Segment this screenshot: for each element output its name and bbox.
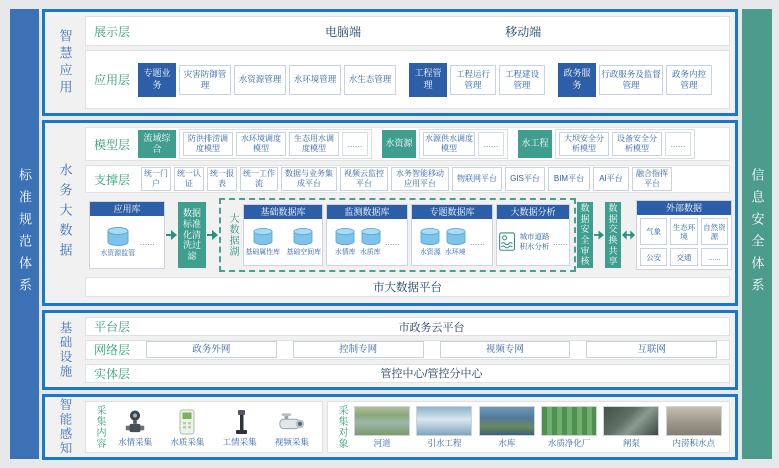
network-item: 互联网 bbox=[586, 341, 717, 358]
app-item: 水生态管理 bbox=[344, 65, 396, 95]
standards-system-label: 标准规范体系 bbox=[17, 168, 32, 300]
network-item: 控制专网 bbox=[293, 341, 424, 358]
collection-object: 河道 bbox=[353, 406, 411, 449]
collection-object: 闸泵 bbox=[602, 406, 660, 449]
river-channel-photo bbox=[354, 406, 410, 436]
ellipsis-box: ...... bbox=[665, 132, 691, 156]
collection-object: 水质净化厂 bbox=[540, 406, 598, 449]
model-item: 大坝安全分析模型 bbox=[559, 132, 609, 156]
smart-application-section bbox=[42, 9, 738, 116]
support-item: 统一认证 bbox=[174, 167, 204, 191]
network-layer-row bbox=[85, 340, 730, 359]
app-item: 水环境管理 bbox=[289, 65, 341, 95]
water-analysis-icon bbox=[498, 231, 516, 253]
right-arrow-icon bbox=[166, 230, 177, 240]
support-item: GIS平台 bbox=[505, 167, 545, 191]
external-item: 气象 bbox=[640, 218, 667, 245]
database-cylinder: 基础属性库 bbox=[244, 228, 282, 257]
app-item: 工程运行管理 bbox=[450, 65, 496, 95]
collection-object: 水库 bbox=[478, 406, 536, 449]
collection-item: 工情采集 bbox=[216, 407, 264, 448]
pc-endpoint-label: 电脑端 bbox=[325, 24, 362, 39]
analysis-caption: 城市道路积水分析 bbox=[519, 232, 550, 251]
database-cylinder: 水环境 bbox=[444, 228, 467, 257]
right-arrow-icon bbox=[207, 230, 218, 240]
database-cylinder: 水情库 bbox=[334, 228, 357, 257]
double-arrow-icon bbox=[622, 230, 635, 240]
external-item: 公安 bbox=[640, 248, 667, 266]
ellipsis-box: ...... bbox=[478, 132, 504, 156]
collection-objects-box bbox=[327, 401, 730, 453]
water-project-model-group bbox=[518, 129, 695, 159]
data-security-audit-box: 数据安全审核 bbox=[577, 202, 593, 268]
infrastructure-section-label: 基础设施 bbox=[58, 321, 72, 379]
model-item: 生态用水调度模型 bbox=[289, 132, 339, 156]
support-item: 统一门户 bbox=[141, 167, 171, 191]
support-item: 视频云监控平台 bbox=[340, 167, 388, 191]
network-layer-label: 网络层 bbox=[94, 343, 131, 358]
sense-section bbox=[42, 394, 738, 460]
external-item: ...... bbox=[701, 248, 728, 266]
collection-objects-label: 采集对象 bbox=[336, 405, 347, 449]
model-cluster bbox=[179, 129, 372, 159]
monitor-db-card: 监测数据库 水情库 水质库 ...... bbox=[326, 204, 408, 266]
app-item: 水资源管理 bbox=[234, 65, 286, 95]
data-cleansing-box: 数据标准化清洗过滤 bbox=[178, 202, 206, 268]
database-icon bbox=[445, 228, 467, 246]
group-header: 专题业务 bbox=[138, 63, 176, 97]
bigdata-analysis-card: 大数据分析 城市道路积水分析 ...... bbox=[496, 204, 570, 266]
ellipsis-box: ...... bbox=[342, 132, 368, 156]
cctv-camera-icon bbox=[278, 407, 306, 435]
group-header: 流域综合 bbox=[138, 130, 176, 158]
platform-layer-row bbox=[85, 317, 730, 336]
support-layer-row bbox=[85, 165, 730, 193]
data-exchange-box: 数据交换共享 bbox=[605, 202, 621, 268]
model-item: 防洪排涝调度模型 bbox=[183, 132, 233, 156]
network-item: 视频专网 bbox=[440, 341, 571, 358]
model-cluster bbox=[419, 129, 508, 159]
support-item: BIM平台 bbox=[548, 167, 590, 191]
display-layer-label: 展示层 bbox=[94, 24, 131, 39]
entity-layer-row bbox=[85, 364, 730, 383]
database-icon bbox=[419, 228, 441, 246]
database-icon bbox=[292, 228, 314, 246]
database-cylinder: 基础空间库 bbox=[285, 228, 323, 257]
application-layer-label: 应用层 bbox=[94, 73, 131, 87]
purification-plant-photo bbox=[541, 406, 597, 436]
gov-cloud-platform-label: 市政务云平台 bbox=[398, 321, 465, 334]
waterlogging-point-photo bbox=[666, 406, 722, 436]
database-icon bbox=[106, 227, 130, 247]
mobile-endpoint-label: 移动端 bbox=[505, 24, 542, 39]
sensor-probe-icon bbox=[230, 407, 250, 435]
group-header: 水资源 bbox=[382, 130, 416, 158]
model-item: 设备安全分析模型 bbox=[612, 132, 662, 156]
group-header: 政务服务 bbox=[558, 63, 596, 97]
external-item: 交通 bbox=[670, 248, 697, 266]
external-data-card: 外部数据 气象 生态环境 自然资源 公安 交通 ...... bbox=[636, 200, 732, 270]
application-db-card: 应用库 水资源监管 ...... bbox=[89, 201, 165, 269]
model-layer-row bbox=[85, 127, 730, 161]
standards-system-rail bbox=[10, 9, 39, 459]
data-lake-label: 大数据湖 bbox=[227, 213, 238, 257]
security-system-label: 信息安全体系 bbox=[749, 168, 765, 300]
support-item: 物联网平台 bbox=[452, 167, 502, 191]
database-cylinder: 水资源 bbox=[419, 228, 442, 257]
support-item: AI平台 bbox=[593, 167, 629, 191]
database-cylinder: 水质库 bbox=[359, 228, 382, 257]
special-business-group bbox=[138, 63, 396, 97]
model-item: 水源供水调度模型 bbox=[423, 132, 475, 156]
app-item: 工程建设管理 bbox=[499, 65, 545, 95]
network-item: 政务外网 bbox=[146, 341, 277, 358]
model-layer-label: 模型层 bbox=[94, 137, 131, 152]
model-cluster bbox=[555, 129, 695, 159]
support-item: 数据与业务集成平台 bbox=[281, 167, 337, 191]
support-item: 融合指挥平台 bbox=[632, 167, 672, 191]
data-flow-row bbox=[85, 197, 730, 273]
water-bigdata-section-label: 水务大数据 bbox=[57, 163, 73, 263]
model-item: 水环境调度模型 bbox=[236, 132, 286, 156]
database-cylinder: 水资源监管 bbox=[99, 227, 137, 258]
collection-object: 引水工程 bbox=[415, 406, 473, 449]
database-icon bbox=[252, 228, 274, 246]
right-arrow-icon bbox=[594, 230, 604, 240]
app-item: 行政服务及监督管理 bbox=[599, 65, 663, 95]
collection-item: 水情采集 bbox=[111, 407, 159, 448]
control-center-label: 管控中心/管控分中心 bbox=[380, 368, 483, 381]
collection-content-box bbox=[85, 401, 323, 453]
thematic-db-card: 专题数据库 水资源 水环境 ...... bbox=[411, 204, 493, 266]
infrastructure-section bbox=[42, 310, 738, 390]
basin-model-group bbox=[138, 129, 372, 159]
support-layer-label: 支撑层 bbox=[94, 172, 131, 187]
water-bigdata-section bbox=[42, 120, 738, 306]
reservoir-photo bbox=[479, 406, 535, 436]
app-item: 灾害防御管理 bbox=[179, 65, 231, 95]
sense-section-label: 智能感知 bbox=[58, 398, 72, 456]
external-item: 生态环境 bbox=[670, 218, 697, 245]
support-item: 水务智能移动应用平台 bbox=[391, 167, 449, 191]
security-system-rail bbox=[742, 9, 772, 459]
app-item: 政务内控管理 bbox=[666, 65, 712, 95]
smart-application-section-label: 智慧应用 bbox=[57, 28, 73, 97]
database-icon bbox=[360, 228, 382, 246]
gate-pump-photo bbox=[603, 406, 659, 436]
entity-layer-label: 实体层 bbox=[94, 366, 131, 381]
platform-layer-label: 平台层 bbox=[94, 320, 131, 335]
data-lake bbox=[219, 198, 576, 272]
water-diversion-photo bbox=[416, 406, 472, 436]
database-icon bbox=[334, 228, 356, 246]
collection-content-label: 采集内容 bbox=[94, 405, 105, 449]
collection-item: 水质采集 bbox=[163, 407, 211, 448]
collection-object: 内涝积水点 bbox=[665, 406, 723, 449]
engineering-management-group bbox=[409, 63, 545, 97]
support-item: 统一工作流 bbox=[240, 167, 278, 191]
flow-meter-icon bbox=[123, 407, 147, 435]
support-item: 统一报表 bbox=[207, 167, 237, 191]
display-layer-row bbox=[85, 16, 730, 46]
water-quality-meter-icon bbox=[179, 407, 195, 435]
application-layer-row bbox=[85, 50, 730, 109]
water-resource-model-group bbox=[382, 129, 508, 159]
group-header: 水工程 bbox=[518, 130, 552, 158]
city-bigdata-platform-bar: 市大数据平台 bbox=[85, 277, 730, 297]
group-header: 工程管理 bbox=[409, 63, 447, 97]
base-db-card: 基础数据库 基础属性库 基础空间库 bbox=[243, 204, 323, 266]
collection-item: 视频采集 bbox=[268, 407, 316, 448]
government-service-group bbox=[558, 63, 712, 97]
external-item: 自然资源 bbox=[701, 218, 728, 245]
